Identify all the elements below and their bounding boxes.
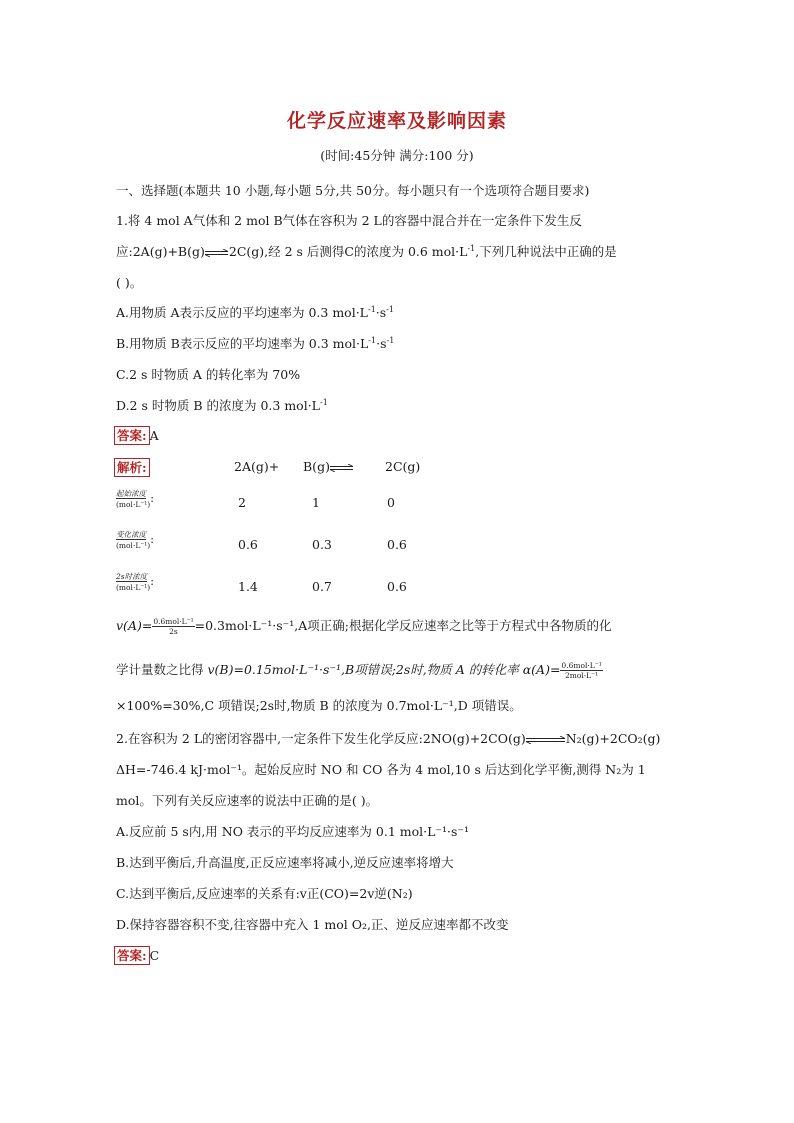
q1-analysis-label: 解析: (114, 458, 150, 477)
cell: 1.4 (238, 579, 258, 594)
table-header-c: 2C(g) (385, 459, 421, 474)
answer-label: 答案: (114, 946, 150, 965)
cell: 0.6 (387, 537, 407, 552)
q2-option-c: C.达到平衡后,反应速率的关系有:v正(CO)=2v逆(N₂) (116, 886, 413, 901)
q1-option-d: D.2 s 时物质 B 的浓度为 0.3 $mol\cdot L^{-1}$ (116, 397, 328, 413)
table-header-b: B(g) (303, 459, 354, 475)
time-score-info: (时间:45分钟 满分:100 分) (320, 148, 474, 163)
explanation-line2: 学计量数之比得 v(B)=0.15mol·L⁻¹·s⁻¹,B项错误;2s时,物质 A 的转化率 α(A)= $\frac{\text{0.6mol·L⁻¹}}{\text{2mol·L⁻¹}}$ (116, 661, 602, 680)
answer-value: C (149, 948, 160, 963)
q1-option-a: A.用物质 A表示反应的平均速率为 0.3 $mol\cdot L^{-1}\cdot s^{-1}$ (116, 304, 394, 320)
cell: 2 (238, 495, 246, 510)
equilibrium-arrow-icon (526, 732, 566, 747)
q2-stem-line1: 2.在容积为 2 L的密闭容器中,一定条件下发生化学反应:2NO(g)+2CO(g) N₂(g)+2CO₂(g) (116, 731, 661, 746)
page-title: 化学反应速率及影响因素 (286, 110, 507, 132)
q1-stem-line3: ( )。 (116, 275, 143, 290)
cell: 0.6 (387, 579, 407, 594)
row-label-change: 变化浓度 (mol·L⁻¹): (116, 530, 154, 550)
q1-option-b: B.用物质 B表示反应的平均速率为 0.3 $mol\cdot L^{-1}\cdot s^{-1}$ (116, 335, 395, 351)
explanation-line3: ×100%=30%,C 项错误;2s时,物质 B 的浓度为 0.7mol·L⁻¹,D 项错误。 (116, 698, 522, 713)
row-label-initial: 起始浓度 (mol·L⁻¹): (116, 489, 154, 509)
answer-value: A (149, 428, 159, 443)
equilibrium-arrow-icon (330, 460, 354, 475)
q2-option-d: D.保持容器容积不变,往容器中充入 1 mol O₂,正、逆反应速率都不改变 (116, 917, 509, 932)
fraction: $\frac{\text{0.6mol·L⁻¹}}{\text{2mol·L⁻¹}}$ (561, 661, 602, 680)
cell: 0.6 (238, 537, 258, 552)
q1-stem-line1: 1.将 4 mol A气体和 2 mol B气体在容积为 2 L的容器中混合并在一定条件下发生反 (116, 213, 582, 228)
q2-option-a: A.反应前 5 s内,用 NO 表示的平均反应速率为 0.1 mol·L⁻¹·s⁻¹ (116, 824, 470, 839)
section-heading: 一、选择题(本题共 10 小题,每小题 5分,共 50分。每小题只有一个选项符合题目要求) (116, 183, 590, 198)
cell: 0.7 (312, 579, 332, 594)
table-header-a: 2A(g)+ (234, 459, 280, 474)
answer-label: 答案: (114, 426, 150, 445)
q2-option-b: B.达到平衡后,升高温度,正反应速率将减小,逆反应速率将增大 (116, 855, 454, 870)
q1-answer (114, 426, 159, 445)
cell: 0 (387, 495, 395, 510)
q1-stem-line2: 应:2A(g)+B(g) 2C(g),经 2 s 后测得C的浓度为 0.6 $mol\cdot L^{-1}$,下列几种说法中正确的是 (116, 243, 617, 259)
q2-stem-line2: ΔH=-746.4 kJ·mol⁻¹。起始反应时 NO 和 CO 各为 4 mol,10 s 后达到化学平衡,测得 N₂为 1 (116, 762, 646, 777)
q2-answer (114, 946, 159, 965)
explanation-line1: v(A)= $\frac{\text{0.6mol·L⁻¹}}{2s}$ =0.3mol·L⁻¹·s⁻¹,A项正确;根据化学反应速率之比等于方程式中各物质的化 (116, 617, 612, 636)
q1-option-c: C.2 s 时物质 A 的转化率为 70% (116, 367, 301, 382)
row-label-2s: 2s时浓度 (mol·L⁻¹): (116, 572, 154, 592)
equilibrium-arrow-icon (205, 245, 229, 260)
q2-stem-line3: mol。下列有关反应速率的说法中正确的是( )。 (116, 793, 379, 808)
cell: 0.3 (312, 537, 332, 552)
cell: 1 (312, 495, 320, 510)
fraction: $\frac{\text{0.6mol·L⁻¹}}{2s}$ (153, 617, 194, 636)
